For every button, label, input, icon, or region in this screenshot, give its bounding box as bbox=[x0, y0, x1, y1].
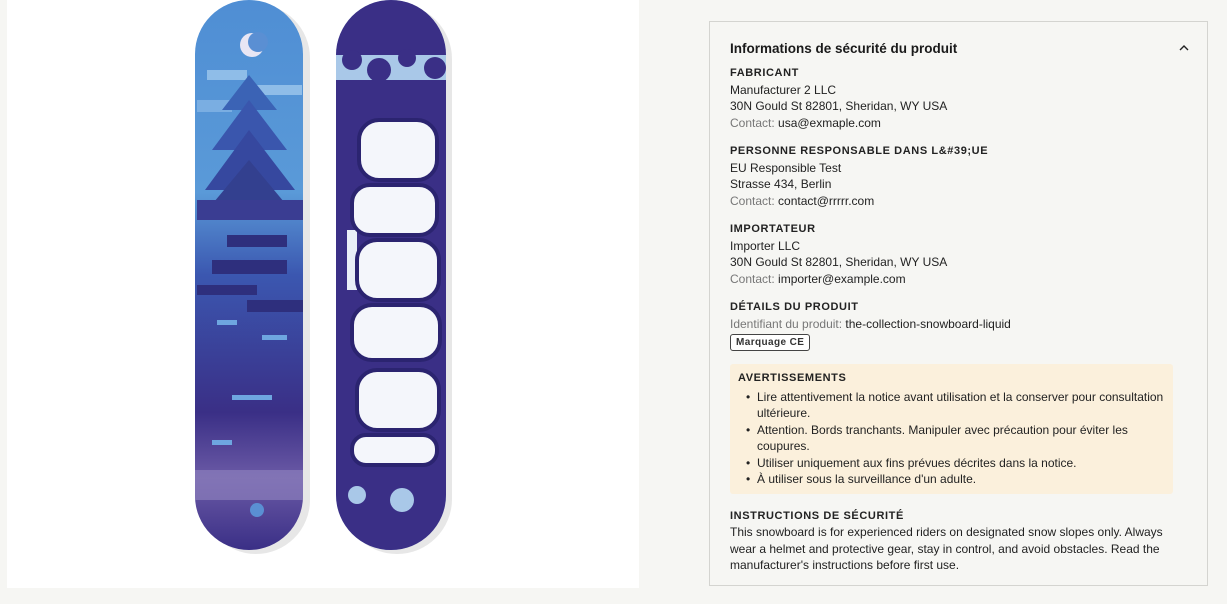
eu-responsible-contact-email: contact@rrrrr.com bbox=[778, 193, 875, 208]
safety-instructions-heading: INSTRUCTIONS DE SÉCURITÉ bbox=[730, 509, 904, 522]
ce-marking-badge: Marquage CE bbox=[730, 334, 810, 351]
product-image-gallery bbox=[7, 0, 639, 588]
eu-responsible-section bbox=[730, 143, 1187, 209]
warning-item: • À utiliser sous la surveillance d'un adulte. bbox=[749, 471, 1165, 488]
chevron-up-icon[interactable] bbox=[1177, 41, 1191, 55]
manufacturer-contact-label: Contact: bbox=[730, 115, 779, 130]
safety-instructions-text: This snowboard is for experienced riders on designated snow slopes only. Always wear a helmet and protective gear, stay in control, and avoid obstacles. Read the manufacturer's instructions before first use. bbox=[730, 525, 1163, 572]
eu-responsible-contact-label: Contact: bbox=[730, 193, 779, 208]
safety-panel-content bbox=[730, 65, 1187, 574]
snowboard-left bbox=[195, 0, 310, 554]
snowboard-right bbox=[336, 0, 452, 554]
product-id-label: Identifiant du produit: bbox=[730, 316, 846, 331]
manufacturer-name: Manufacturer 2 LLC bbox=[730, 82, 837, 97]
eu-responsible-address: Strasse 434, Berlin bbox=[730, 177, 832, 191]
warning-item: • Utiliser uniquement aux fins prévues décrites dans la notice. bbox=[749, 455, 1165, 472]
manufacturer-contact-email: usa@exmaple.com bbox=[778, 115, 881, 130]
product-details-section bbox=[730, 299, 1187, 351]
safety-panel-title: Informations de sécurité du produit bbox=[730, 40, 958, 56]
safety-panel-header[interactable] bbox=[730, 39, 1191, 57]
warnings-heading: AVERTISSEMENTS bbox=[738, 372, 847, 384]
safety-instructions-section bbox=[730, 508, 1187, 574]
importer-address: 30N Gould St 82801, Sheridan, WY USA bbox=[730, 255, 948, 269]
product-safety-panel bbox=[709, 21, 1208, 586]
warnings-box bbox=[730, 364, 1173, 494]
importer-heading: IMPORTATEUR bbox=[730, 223, 816, 235]
product-details-heading: DÉTAILS DU PRODUIT bbox=[730, 301, 859, 313]
warning-item: • Lire attentivement la notice avant utilisation et la conserver pour consultation ultérieure. bbox=[749, 389, 1165, 422]
product-id-value: the-collection-snowboard-liquid bbox=[845, 316, 1011, 331]
manufacturer-section bbox=[730, 65, 1187, 131]
snowboard-image bbox=[7, 0, 639, 588]
importer-contact-label: Contact: bbox=[730, 271, 779, 286]
manufacturer-heading: FABRICANT bbox=[730, 67, 799, 79]
importer-section bbox=[730, 221, 1187, 287]
warning-item: • Attention. Bords tranchants. Manipuler avec précaution pour éviter les coupures. bbox=[749, 422, 1165, 455]
eu-responsible-name: EU Responsible Test bbox=[730, 160, 842, 175]
importer-contact-email: importer@example.com bbox=[778, 271, 906, 286]
warnings-list bbox=[738, 389, 1165, 488]
manufacturer-address: 30N Gould St 82801, Sheridan, WY USA bbox=[730, 99, 948, 113]
importer-name: Importer LLC bbox=[730, 238, 801, 253]
eu-responsible-heading: PERSONNE RESPONSABLE DANS L&#39;UE bbox=[730, 145, 989, 157]
